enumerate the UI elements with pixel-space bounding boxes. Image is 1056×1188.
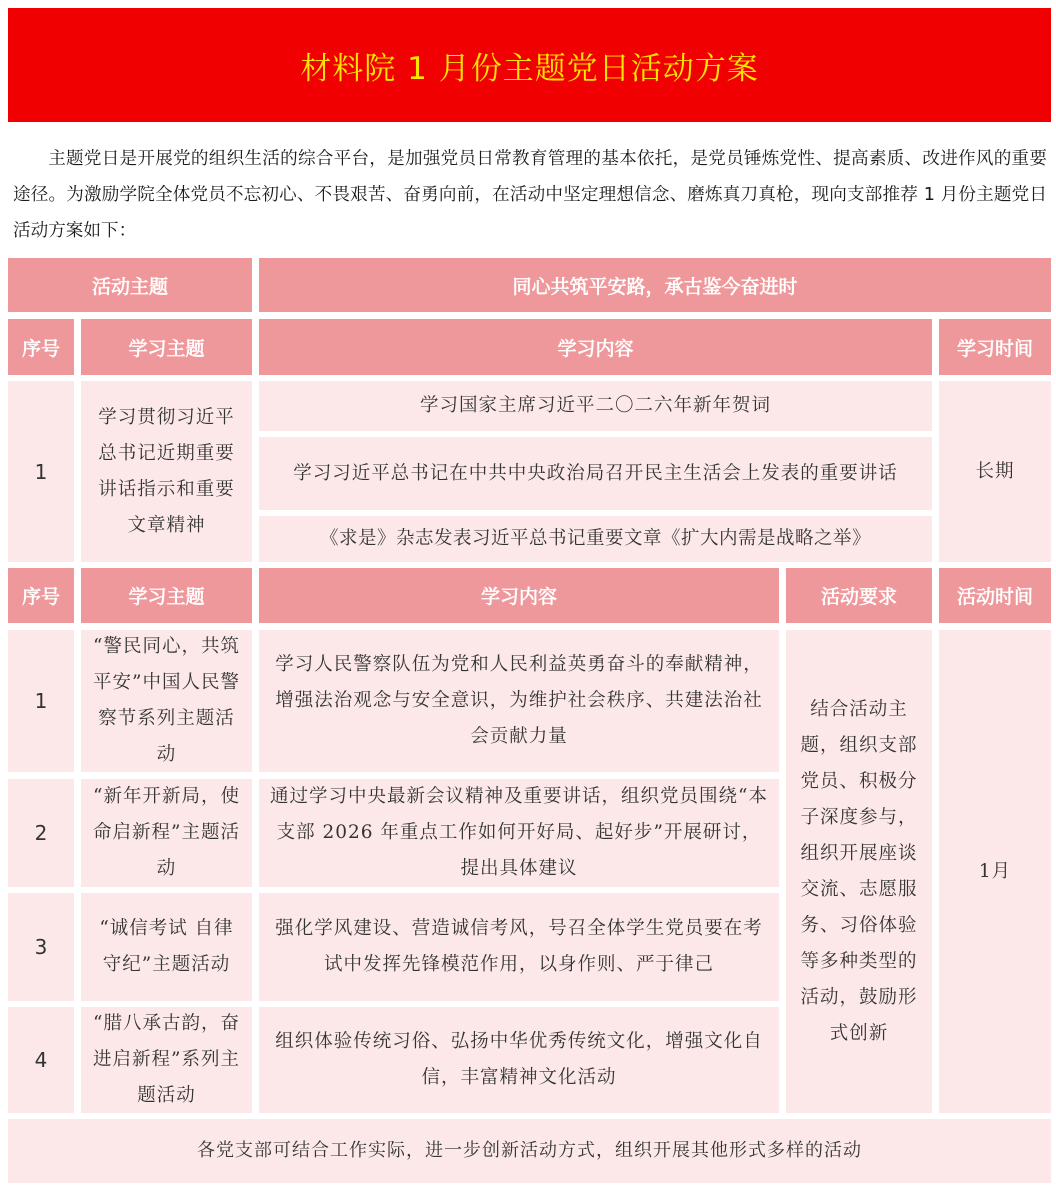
study-header-content: 学习内容	[259, 319, 932, 375]
theme-value: 同心共筑平安路，承古鉴今奋进时	[259, 258, 1051, 312]
activity-header-requirement: 活动要求	[786, 568, 932, 623]
page-title: 材料院 1 月份主题党日活动方案	[300, 50, 759, 87]
activity-row-index: 4	[8, 1007, 74, 1113]
theme-label: 活动主题	[8, 258, 252, 312]
study-content-item: 学习习近平总书记在中共中央政治局召开民主生活会上发表的重要讲话	[259, 437, 932, 510]
activity-row-topic: “警民同心，共筑平安”中国人民警察节系列主题活动	[81, 630, 252, 772]
activity-row-content: 通过学习中央最新会议精神及重要讲话，组织党员围绕“本支部 2026 年重点工作如何开好局、起好步”开展研讨，提出具体建议	[259, 779, 779, 887]
activity-header-content: 学习内容	[259, 568, 779, 623]
activity-header-topic: 学习主题	[81, 568, 252, 623]
footer-note: 各党支部可结合工作实际，进一步创新活动方式，组织开展其他形式多样的活动	[8, 1119, 1051, 1183]
activity-row-index: 3	[8, 893, 74, 1001]
study-header-time: 学习时间	[939, 319, 1051, 375]
activity-row-index: 2	[8, 779, 74, 887]
study-row-time: 长期	[939, 381, 1051, 562]
activity-header-index: 序号	[8, 568, 74, 623]
activity-requirement: 结合活动主题，组织支部党员、积极分子深度参与，组织开展座谈交流、志愿服务、习俗体验等多种类型的活动，鼓励形式创新	[786, 630, 932, 1113]
activity-row-content: 组织体验传统习俗、弘扬中华优秀传统文化，增强文化自信，丰富精神文化活动	[259, 1007, 779, 1113]
study-header-topic: 学习主题	[81, 319, 252, 375]
study-content-item: 《求是》杂志发表习近平总书记重要文章《扩大内需是战略之举》	[259, 516, 932, 562]
activity-row-content: 学习人民警察队伍为党和人民利益英勇奋斗的奉献精神，增强法治观念与安全意识，为维护社会秩序、共建法治社会贡献力量	[259, 630, 779, 772]
activity-row-topic: “诚信考试 自律守纪”主题活动	[81, 893, 252, 1001]
activity-row-topic: “新年开新局，使命启新程”主题活动	[81, 779, 252, 887]
intro-paragraph: 主题党日是开展党的组织生活的综合平台，是加强党员日常教育管理的基本依托，是党员锤炼党性、提高素质、改进作风的重要途径。为激励学院全体党员不忘初心、不畏艰苦、奋勇向前，在活动中坚定理想信念、磨炼真刀真枪，现向支部推荐 1 月份主题党日活动方案如下：	[13, 149, 1047, 241]
study-header-index: 序号	[8, 319, 74, 375]
study-content-item: 学习国家主席习近平二〇二六年新年贺词	[259, 381, 932, 431]
study-row-index: 1	[8, 381, 74, 562]
activity-time: 1月	[939, 630, 1051, 1113]
title-banner	[8, 8, 1051, 122]
activity-row-topic: “腊八承古韵，奋进启新程”系列主题活动	[81, 1007, 252, 1113]
study-row-topic: 学习贯彻习近平总书记近期重要讲话指示和重要文章精神	[81, 381, 252, 562]
activity-row-content: 强化学风建设、营造诚信考风，号召全体学生党员要在考试中发挥先锋模范作用，以身作则、严于律己	[259, 893, 779, 1001]
activity-header-time: 活动时间	[939, 568, 1051, 623]
activity-row-index: 1	[8, 630, 74, 772]
